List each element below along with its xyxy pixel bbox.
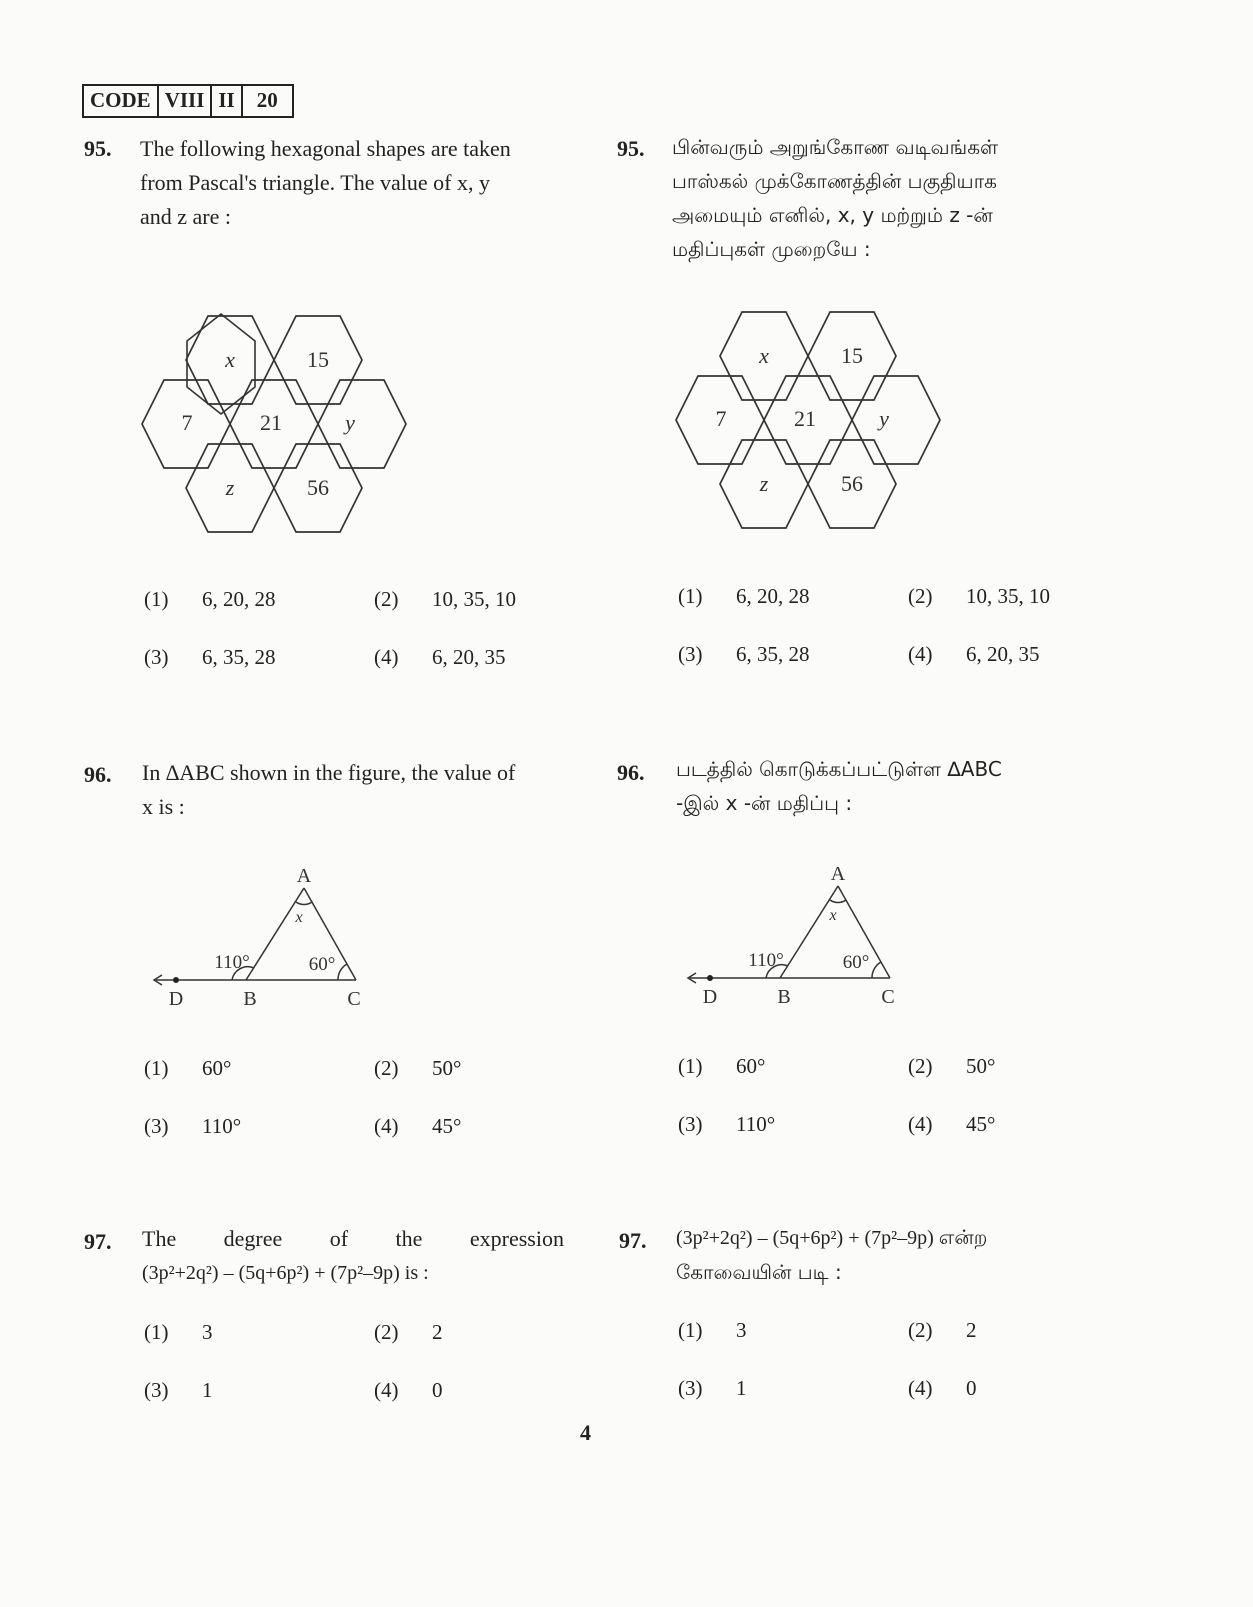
q96-option-3-en[interactable] (144, 1114, 241, 1139)
option-number: (3) (678, 1376, 703, 1400)
hex-text-x: x (225, 347, 235, 372)
option-number: (2) (374, 587, 399, 611)
q97-option-1-en[interactable] (144, 1320, 213, 1345)
hex-mid-right (852, 376, 940, 464)
q96-option-2-ta[interactable] (908, 1054, 995, 1079)
q96-question-ta (676, 752, 1106, 820)
angle-arc-c (338, 964, 347, 980)
hex-text-x: x (759, 343, 769, 368)
option-text: 45° (432, 1114, 462, 1138)
q97-ta-line-1 (676, 1220, 1106, 1255)
word: the (395, 1226, 423, 1251)
q96-option-2-en[interactable] (374, 1056, 461, 1081)
option-text: 110° (202, 1114, 242, 1138)
option-text: 60° (202, 1056, 232, 1080)
hex-text-15: 15 (841, 343, 863, 368)
q97-en-suffix: is : (404, 1262, 429, 1284)
option-text: 10, 35, 10 (432, 587, 516, 611)
q95-option-2-en[interactable] (374, 587, 516, 612)
option-number: (2) (374, 1320, 399, 1344)
q97-ta-line-2: கோவையின் படி : (676, 1260, 842, 1284)
option-text: 110° (736, 1112, 776, 1136)
option-text: 6, 20, 28 (736, 584, 810, 608)
option-text: 3 (202, 1320, 213, 1344)
q95-number-ta: 95. (617, 136, 645, 161)
option-text: 1 (736, 1376, 747, 1400)
q96-option-1-ta[interactable] (678, 1054, 765, 1079)
label-angle-60: 60° (842, 952, 870, 973)
q97-option-3-en[interactable] (144, 1378, 213, 1403)
option-number: (4) (374, 1114, 399, 1138)
code-label: CODE (84, 86, 159, 116)
option-text: 6, 35, 28 (736, 642, 810, 666)
q97-en-line-1 (142, 1222, 564, 1256)
q95-en-line-2: from Pascal's triangle. The value of x, y (140, 170, 490, 195)
q97-question-en (142, 1222, 564, 1290)
q97-number-en: 97. (84, 1229, 112, 1254)
code-paper: II (212, 86, 242, 116)
option-text: 2 (432, 1320, 443, 1344)
option-number: (1) (678, 584, 703, 608)
hex-text-56: 56 (841, 471, 863, 496)
hex-mid-right (318, 380, 406, 468)
word: degree (223, 1226, 283, 1251)
option-number: (3) (144, 645, 169, 669)
option-number: (3) (678, 1112, 703, 1136)
hex-text-z: z (225, 475, 235, 500)
label-a: A (296, 865, 312, 887)
side-ab (246, 888, 304, 980)
q96-option-4-ta[interactable] (908, 1112, 995, 1137)
label-d: D (168, 988, 184, 1010)
hex-text-y: y (879, 406, 889, 431)
word: of (329, 1226, 349, 1251)
q96-ta-line-1: படத்தில் கொடுக்கப்பட்டுள்ள ∆ABC (676, 757, 1002, 781)
option-number: (3) (678, 642, 703, 666)
q96-question-en (142, 756, 572, 824)
q95-option-1-en[interactable] (144, 587, 276, 612)
code-class: VIII (159, 86, 213, 116)
q95-option-1-ta[interactable] (678, 584, 810, 609)
option-number: (3) (144, 1378, 169, 1402)
hex-text-21: 21 (260, 410, 282, 435)
q97-expression: (3p²+2q²) – (5q+6p²) + (7p²–9p) (676, 1227, 934, 1249)
option-text: 0 (966, 1376, 977, 1400)
label-b: B (777, 986, 791, 1008)
q95-option-2-ta[interactable] (908, 584, 1050, 609)
option-text: 6, 35, 28 (202, 645, 276, 669)
label-angle-60: 60° (308, 954, 336, 975)
q96-number-en: 96. (84, 762, 112, 787)
option-number: (1) (144, 1320, 169, 1344)
hex-text-z: z (759, 471, 769, 496)
option-number: (4) (908, 642, 933, 666)
q97-option-3-ta[interactable] (678, 1376, 747, 1401)
q96-en-line-1: In ∆ABC shown in the figure, the value of (142, 760, 516, 785)
hex-text-7: 7 (181, 410, 193, 435)
label-angle-110: 110° (214, 952, 250, 973)
option-text: 6, 20, 28 (202, 587, 276, 611)
label-angle-110: 110° (748, 950, 784, 971)
q95-ta-line-1: பின்வரும் அறுங்கோண வடிவங்கள் (672, 135, 999, 159)
q96-option-1-en[interactable] (144, 1056, 231, 1081)
option-number: (4) (374, 1378, 399, 1402)
q95-hex-grid-en (138, 312, 414, 538)
option-text: 1 (202, 1378, 213, 1402)
word: The (142, 1226, 177, 1251)
option-number: (2) (908, 1054, 933, 1078)
q95-number-en: 95. (84, 136, 112, 161)
option-number: (1) (678, 1054, 703, 1078)
option-text: 50° (432, 1056, 462, 1080)
option-number: (4) (908, 1376, 933, 1400)
label-c: C (881, 986, 895, 1008)
hex-text-7: 7 (715, 406, 727, 431)
option-number: (4) (908, 1112, 933, 1136)
label-b: B (243, 988, 257, 1010)
option-number: (1) (144, 1056, 169, 1080)
option-number: (2) (908, 1318, 933, 1342)
q96-number-ta: 96. (617, 760, 645, 785)
option-number: (2) (908, 584, 933, 608)
option-text: 0 (432, 1378, 443, 1402)
option-number: (1) (144, 587, 169, 611)
q95-question-ta (672, 130, 1102, 266)
page-number: 4 (580, 1420, 591, 1445)
hex-text-15: 15 (307, 347, 329, 372)
q96-en-line-2: x is : (142, 794, 185, 819)
angle-arc-a (296, 902, 312, 905)
q97-en-line-2 (142, 1256, 564, 1290)
q97-option-2-en[interactable] (374, 1320, 443, 1345)
q95-option-3-ta[interactable] (678, 642, 810, 667)
q95-question-en (140, 132, 570, 234)
label-angle-x: x (295, 909, 303, 926)
q95-option-3-en[interactable] (144, 645, 276, 670)
q95-ta-line-2: பாஸ்கல் முக்கோணத்தின் பகுதியாக (672, 169, 997, 193)
q97-option-4-ta[interactable] (908, 1376, 977, 1401)
option-text: 6, 20, 35 (966, 642, 1040, 666)
q97-option-2-ta[interactable] (908, 1318, 977, 1343)
option-number: (2) (374, 1056, 399, 1080)
option-text: 60° (736, 1054, 766, 1078)
q95-option-4-ta[interactable] (908, 642, 1040, 667)
option-number: (4) (374, 645, 399, 669)
side-ab (780, 886, 838, 978)
q95-hex-grid-ta (672, 308, 948, 534)
option-text: 6, 20, 35 (432, 645, 506, 669)
q95-en-line-1: The following hexagonal shapes are taken (140, 136, 511, 161)
q95-en-line-3: and z are : (140, 204, 231, 229)
point-d (707, 975, 713, 981)
code-number: 20 (256, 88, 278, 112)
q95-ta-line-4: மதிப்புகள் முறையே : (672, 237, 871, 261)
q97-ta-suffix: என்ற (938, 1225, 988, 1249)
q96-triangle-figure-ta (682, 858, 912, 1014)
q96-option-4-en[interactable] (374, 1114, 461, 1139)
point-d (173, 977, 179, 983)
option-number: (1) (678, 1318, 703, 1342)
q97-option-1-ta[interactable] (678, 1318, 747, 1343)
code-box (82, 84, 294, 118)
hex-text-y: y (345, 410, 355, 435)
q96-option-3-ta[interactable] (678, 1112, 775, 1137)
option-text: 10, 35, 10 (966, 584, 1050, 608)
word: expression (469, 1226, 564, 1251)
option-text: 2 (966, 1318, 977, 1342)
angle-arc-c (872, 962, 881, 978)
q97-option-4-en[interactable] (374, 1378, 443, 1403)
option-text: 50° (966, 1054, 996, 1078)
q95-ta-line-3: அமையும் எனில், x, y மற்றும் z -ன் (672, 203, 993, 227)
q97-number-ta: 97. (619, 1228, 647, 1253)
hex-text-21: 21 (794, 406, 816, 431)
q96-ta-line-2: -இல் x -ன் மதிப்பு : (676, 791, 853, 815)
hex-text-56: 56 (307, 475, 329, 500)
q97-question-ta (676, 1220, 1106, 1289)
q97-expression: (3p²+2q²) – (5q+6p²) + (7p²–9p) (142, 1262, 400, 1284)
label-c: C (347, 988, 361, 1010)
label-d: D (702, 986, 718, 1008)
q96-triangle-figure-en (148, 860, 378, 1016)
q95-option-4-en[interactable] (374, 645, 506, 670)
option-text: 45° (966, 1112, 996, 1136)
option-number: (3) (144, 1114, 169, 1138)
option-text: 3 (736, 1318, 747, 1342)
angle-arc-a (830, 900, 846, 903)
label-angle-x: x (829, 907, 837, 924)
label-a: A (830, 863, 846, 885)
